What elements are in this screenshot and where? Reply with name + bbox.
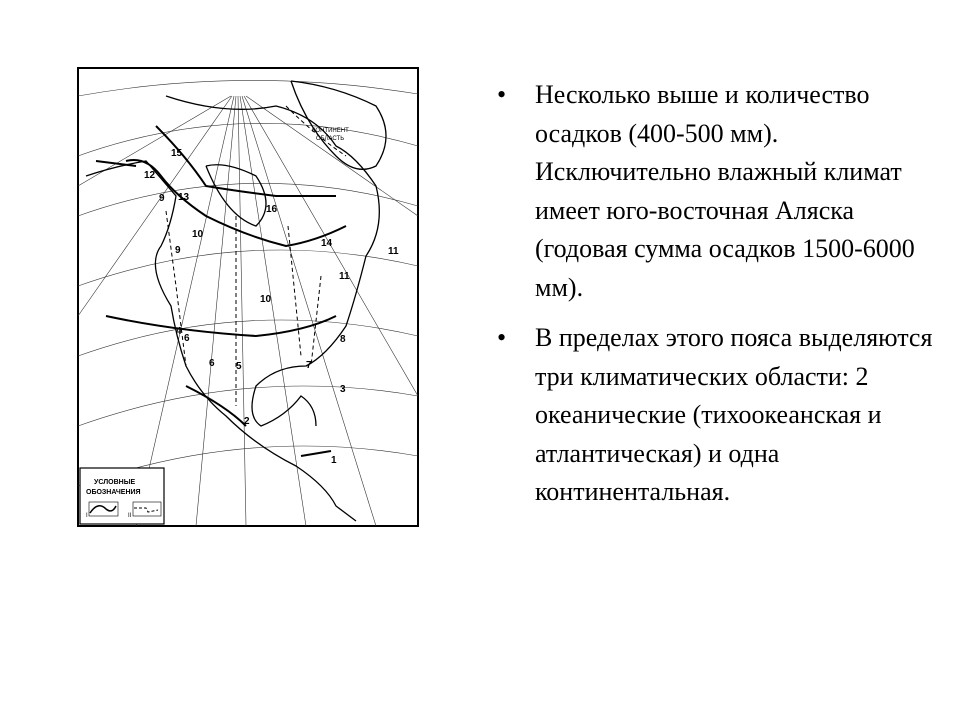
svg-text:5: 5	[236, 361, 242, 372]
map-legend	[80, 468, 164, 524]
svg-text:8: 8	[340, 334, 346, 345]
svg-text:6: 6	[184, 333, 190, 344]
bullet-text: В пределах этого пояса выделяются три климатических области: 2 океанические (тихоокеанская и атлантическая) и одна континентальная.	[535, 323, 933, 506]
svg-text:15: 15	[171, 148, 183, 159]
svg-text:УСЛОВНЫЕ: УСЛОВНЫЕ	[94, 479, 136, 486]
svg-text:КОНТИНЕНТ: КОНТИНЕНТ	[312, 128, 349, 134]
svg-text:6: 6	[209, 358, 215, 369]
svg-text:9: 9	[175, 245, 181, 256]
svg-text:3: 3	[340, 384, 346, 395]
svg-text:1: 1	[331, 455, 337, 466]
bullet-marker: •	[497, 80, 507, 109]
svg-text:11: 11	[388, 246, 399, 257]
svg-text:2: 2	[244, 416, 250, 427]
svg-text:12: 12	[144, 170, 156, 181]
bullet-marker: •	[497, 323, 507, 352]
svg-text:9: 9	[159, 193, 165, 204]
bullet-list	[497, 76, 937, 524]
svg-text:10: 10	[260, 294, 272, 305]
svg-text:I: I	[86, 513, 88, 519]
bullet-item	[497, 76, 937, 307]
svg-text:14: 14	[321, 238, 333, 249]
svg-text:ОБЛАСТЬ: ОБЛАСТЬ	[316, 136, 345, 142]
svg-text:10: 10	[192, 229, 204, 240]
svg-text:4: 4	[176, 326, 182, 337]
svg-text:13: 13	[178, 192, 190, 203]
svg-text:ОБОЗНАЧЕНИЯ: ОБОЗНАЧЕНИЯ	[86, 489, 141, 496]
bullet-text: Несколько выше и количество осадков (400-500 мм). Исключительно влажный климат имеет юго-восточная Аляска (годовая сумма осадков 1500-6000 мм).	[535, 80, 915, 302]
svg-text:16: 16	[266, 204, 278, 215]
climate-map-north-america	[76, 66, 420, 528]
svg-text:II: II	[128, 513, 132, 519]
svg-text:11: 11	[339, 271, 350, 282]
bullet-item	[497, 319, 937, 512]
svg-text:7: 7	[306, 360, 312, 371]
